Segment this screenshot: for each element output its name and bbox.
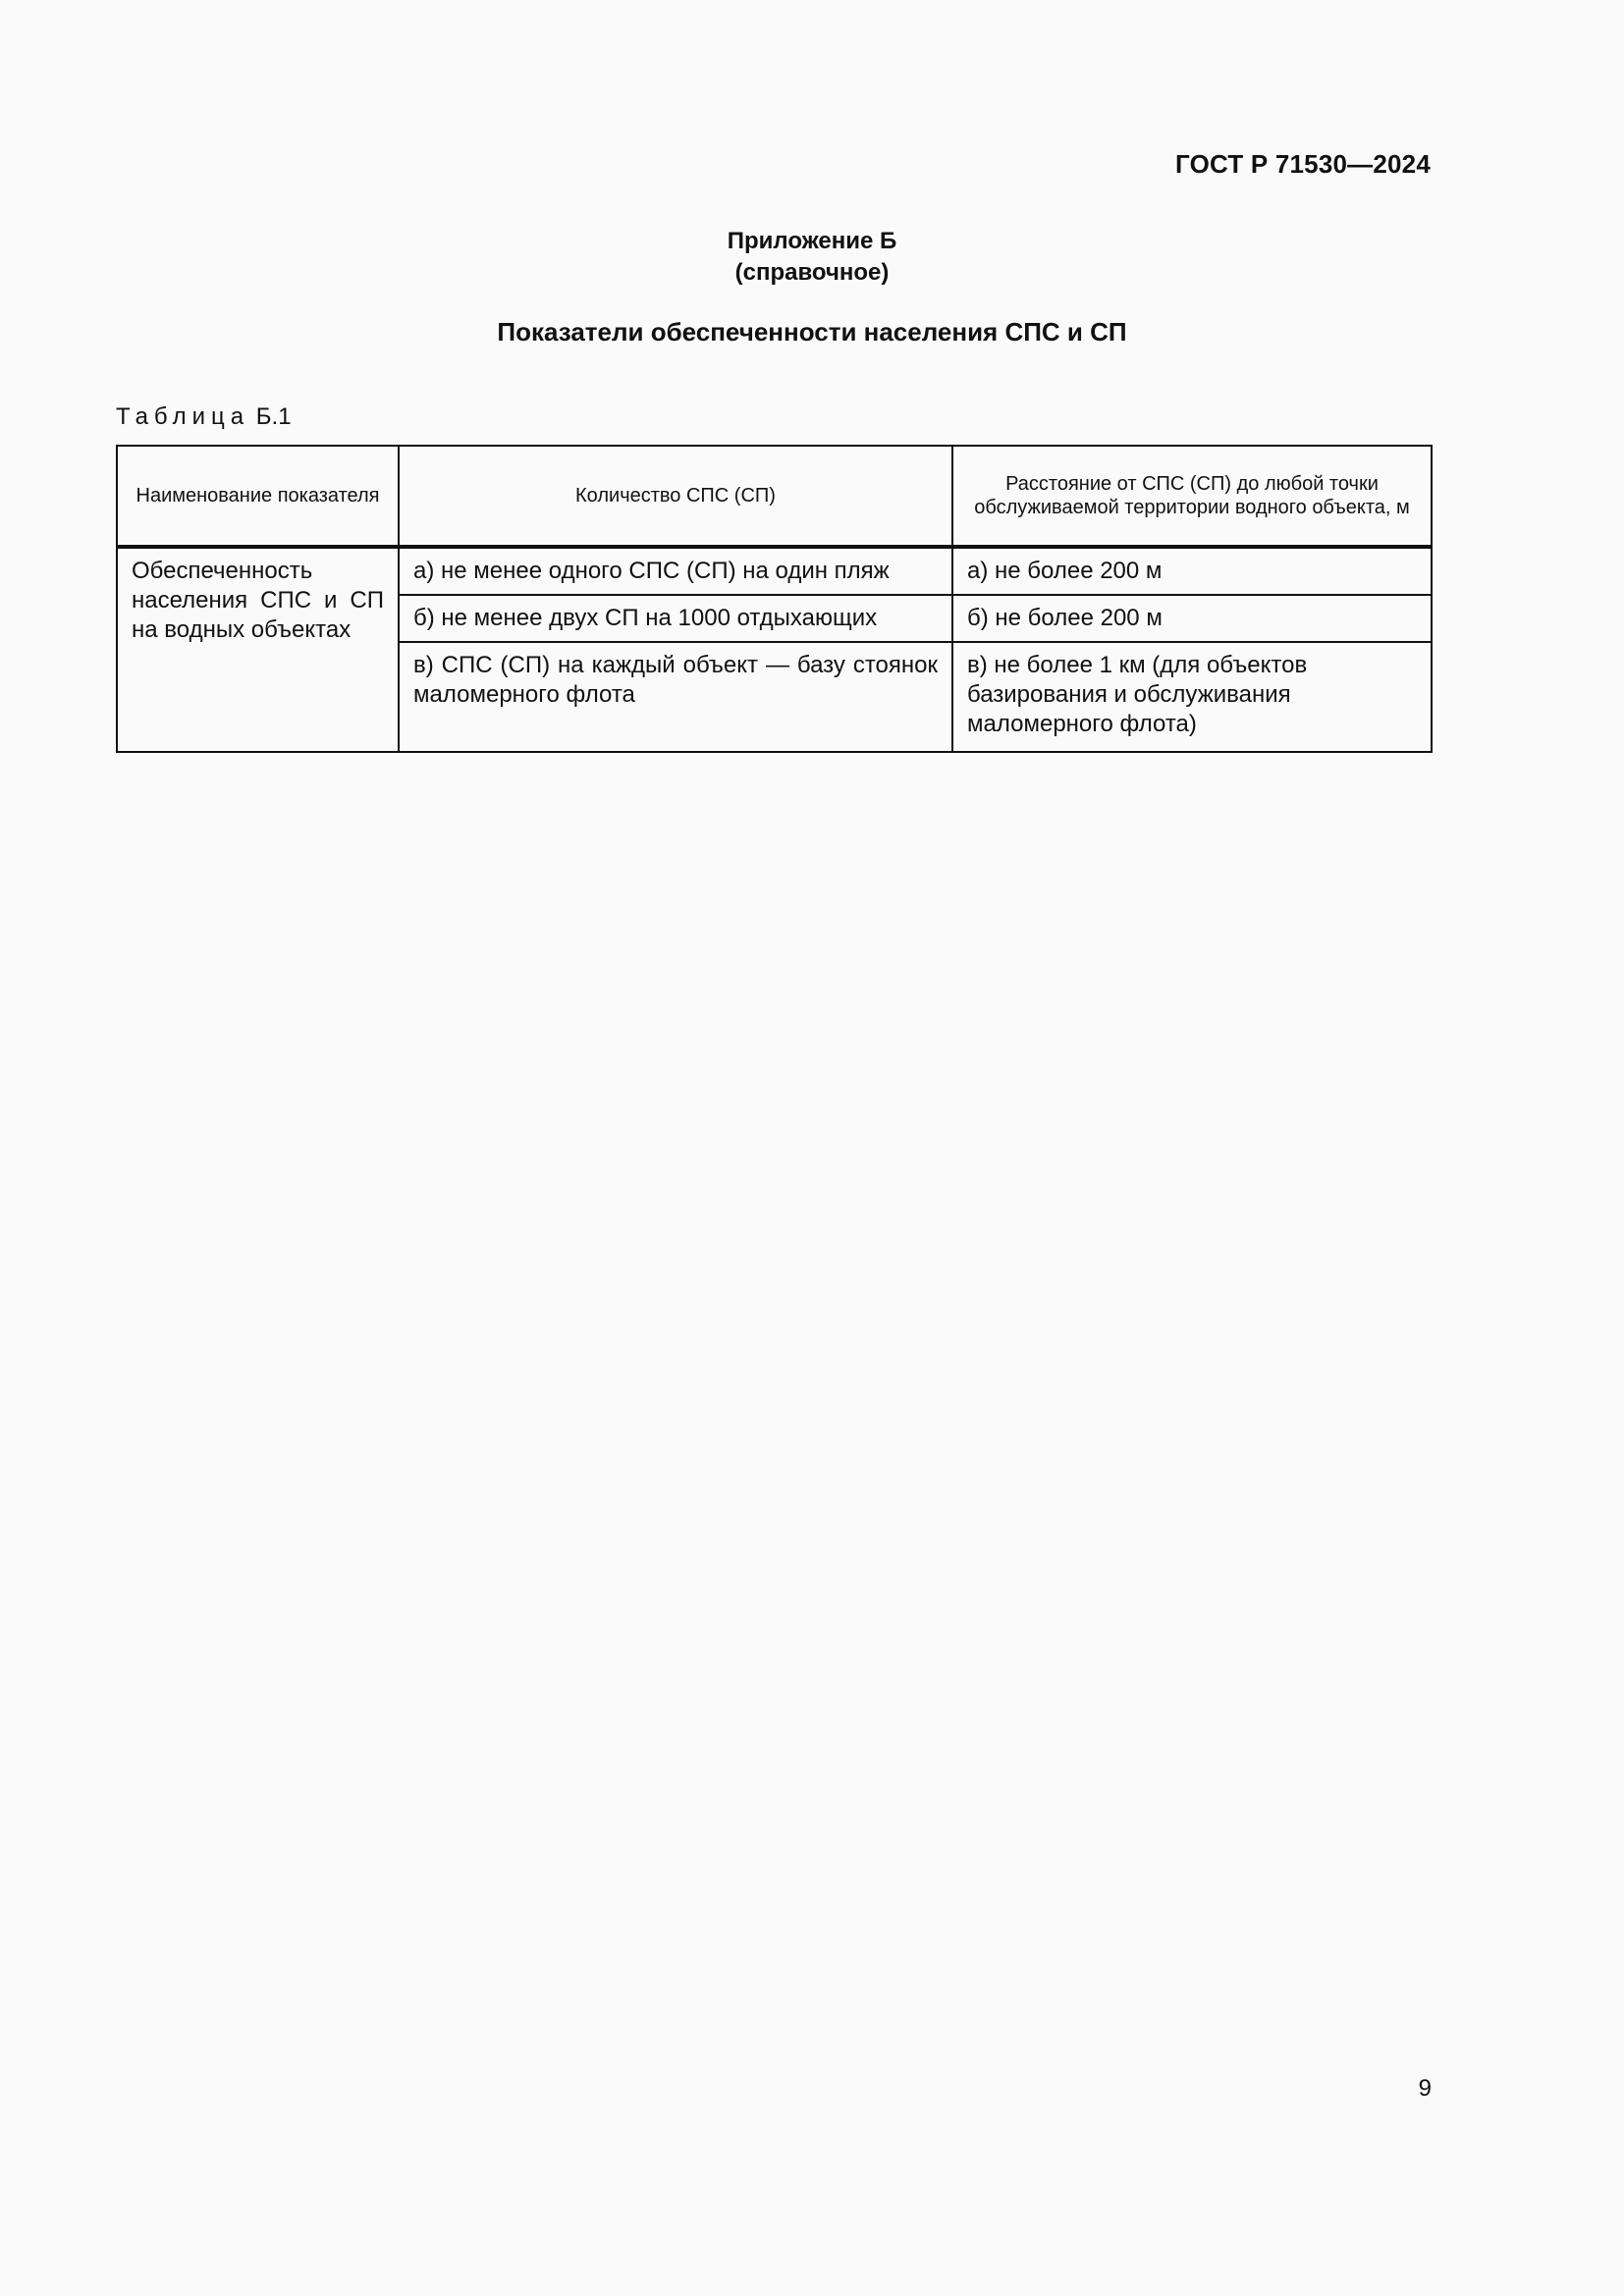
distance-cell: в) не более 1 км (для объектов базирования и обслуживания маломерного флота) [952,642,1432,752]
appendix-type: (справочное) [734,259,890,286]
indicators-table [116,445,1433,753]
table-header-row [117,446,1432,547]
header-count: Количество СПС (СП) [399,446,952,547]
header-distance: Расстояние от СПС (СП) до любой точки обслуживаемой территории водного объекта, м [952,446,1432,547]
count-cell: б) не менее двух СП на 1000 отдыхающих [399,595,952,642]
table-label-word: Таблица [116,403,250,430]
count-cell: а) не менее одного СПС (СП) на один пляж [399,547,952,595]
page-title: Показатели обеспеченности населения СПС и СП [497,317,1127,347]
distance-cell: а) не более 200 м [952,547,1432,595]
header-indicator-name: Наименование показателя [117,446,399,547]
page-number: 9 [1418,2075,1432,2102]
appendix-heading [0,226,1624,289]
table-label-number: Б.1 [255,403,292,430]
indicator-cell: Обеспеченность населения СПС и СП на водных объектах [117,547,399,752]
appendix-title: Приложение Б [727,228,897,254]
table-row [117,547,1432,595]
table-label [116,403,292,431]
count-cell: в) СПС (СП) на каждый объект — базу стоянок маломерного флота [399,642,952,752]
distance-cell: б) не более 200 м [952,595,1432,642]
document-code: ГОСТ Р 71530—2024 [1175,149,1431,179]
